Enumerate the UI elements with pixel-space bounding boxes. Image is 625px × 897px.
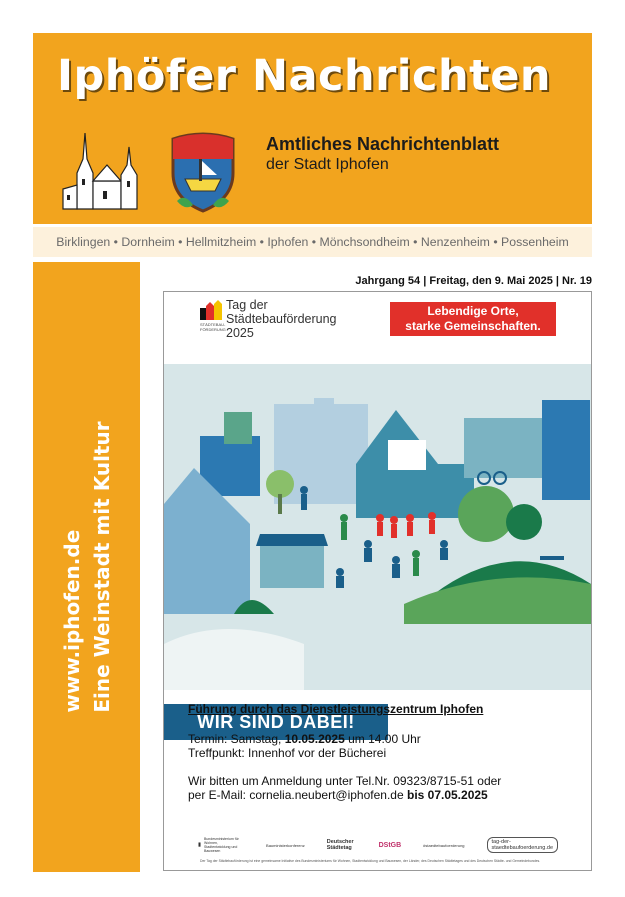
registration-phone: Wir bitten um Anmeldung unter Tel.Nr. 09323/8715-51 oder: [188, 774, 502, 788]
subtitle-city: der Stadt Iphofen: [266, 156, 389, 173]
eagle-icon: ▮: [198, 842, 202, 848]
logo-caption: STÄDTEBAU- FÖRDERUNG: [200, 322, 226, 332]
fine-print: Der Tag der Städtebauförderung ist eine gemeinsame Initiative des Bundesministeriums für Wohnen, Stadtentwicklung und Bauwesen, der Länder, des Deutschen Städtetages und des Deutschen Städte- und Gemeindebundes.: [200, 859, 541, 863]
town-list: Birklingen • Dornheim • Hellmitzheim • Iphofen • Mönchsondheim • Nenzenheim • Possenheim: [56, 235, 569, 249]
sidebar-slogan: [57, 421, 117, 712]
town-list-band: [33, 227, 592, 257]
masthead: [33, 33, 592, 224]
newspaper-title: Iphöfer Nachrichten: [57, 51, 551, 101]
staedtetag-logo: Deutscher Städtetag: [326, 839, 354, 851]
dstgb-logo: DStGB: [378, 841, 402, 849]
event-series-title: Tag der Städtebauförderung 2025: [226, 298, 337, 340]
hashtag-logo: #staedtebaufoerderung: [423, 842, 465, 848]
event-date: Termin: Samstag, 10.05.2025 um 14.00 Uhr: [188, 732, 421, 746]
event-poster: [163, 291, 592, 871]
event-title: Führung durch das Dienstleistungszentrum Iphofen: [188, 702, 484, 716]
church-icon: [59, 129, 145, 215]
registration-email: per E-Mail: cornelia.neubert@iphofen.de bis 07.05.2025: [188, 788, 488, 802]
website-link[interactable]: tag-der-staedtebaufoerderung.de: [487, 837, 558, 853]
staedtebaufoerderung-logo-icon: [200, 298, 222, 320]
ministry-logo: ▮ Bundesministerium für Wohnen, Stadtentwicklung und Bauwesen: [198, 837, 239, 853]
illustration-graphic: [164, 364, 591, 690]
event-details: [188, 702, 578, 802]
participation-banner: WIR SIND DABEI!: [164, 704, 388, 740]
website-url: www.iphofen.de: [60, 529, 84, 713]
coat-of-arms-icon: [165, 129, 241, 213]
poster-header: [164, 292, 591, 364]
bauministerkonferenz-logo: Bauministerkonferenz: [266, 842, 305, 848]
subtitle-official: Amtliches Nachrichtenblatt: [266, 134, 500, 154]
issue-info: Jahrgang 54 | Freitag, den 9. Mai 2025 | Nr. 19: [355, 275, 592, 287]
sidebar-band: [33, 262, 140, 872]
meeting-point: Treffpunkt: Innenhof vor der Bücherei: [188, 746, 387, 760]
slogan-badge: Lebendige Orte, starke Gemeinschaften.: [390, 302, 556, 336]
sponsor-logos: [198, 836, 558, 854]
city-motto: Eine Weinstadt mit Kultur: [90, 421, 114, 713]
